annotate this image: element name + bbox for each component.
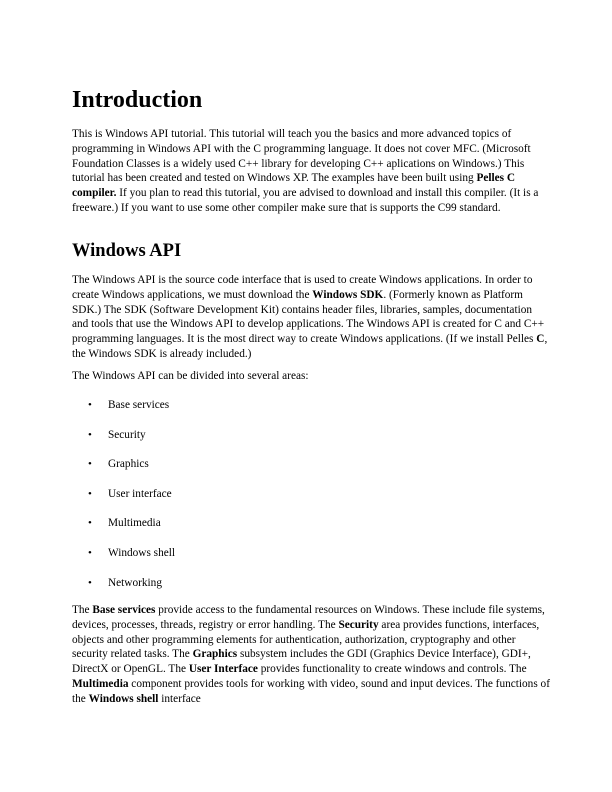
windows-shell-text: Windows shell — [88, 692, 159, 705]
list-item-label: Multimedia — [108, 517, 161, 530]
areas-list — [72, 398, 372, 605]
list-item-label: Base services — [108, 399, 170, 411]
details-text-6: component provides tools for working with video, sound and input devices. The functions of the — [72, 677, 550, 705]
api-text-1: The Windows API is the source code interface that is used to create Windows applications. In order to create Windows applications, we must download the — [72, 274, 533, 301]
details-text-7: interface — [158, 692, 201, 705]
windows-sdk-text: Windows SDK — [312, 288, 384, 301]
list-item — [72, 576, 372, 606]
user-interface-text: User Interface — [188, 663, 258, 676]
bullet-icon: • — [88, 399, 92, 411]
list-item-label: Security — [108, 428, 146, 441]
pelles-c-bold-text: C — [536, 333, 545, 346]
list-item — [72, 516, 372, 546]
list-item-label: Networking — [108, 576, 162, 589]
security-text: Security — [338, 618, 379, 631]
intro-text-2: If you plan to read this tutorial, you are advised to download and install this compiler. (It is a freeware.) If you want to use some other compiler make sure that is supports the C99 standard. — [72, 187, 539, 214]
pelles-c-compiler-text: Pelles C compiler. — [72, 172, 516, 200]
details-text-1: The — [72, 604, 93, 616]
intro-text-1: This is Windows API tutorial. This tutorial will teach you the basics and more advanced topics of programming in Windows API with the C programming language. It does not cover MFC. (Microsoft Foundation Classes is a widely used C++ library for developing C++ aplications on Windows.) This tutorial has been created and tested on Windows XP. The examples have been built using — [72, 128, 531, 185]
details-text-2: provide access to the fundamental resources on Windows. These include file systems, devices, processes, threads, registry or error handling. The — [72, 604, 545, 631]
bullet-icon: • — [88, 546, 92, 559]
section-heading-windows-api: Windows API — [72, 241, 182, 261]
details-text-4: subsystem includes the GDI (Graphics Device Interface), GDI+, DirectX or OpenGL. The — [72, 648, 531, 676]
bullet-icon: • — [88, 458, 92, 471]
intro-paragraph — [72, 127, 550, 216]
list-item-label: Graphics — [108, 458, 149, 471]
bullet-icon: • — [88, 428, 92, 441]
bullet-icon: • — [88, 576, 92, 589]
bullet-icon: • — [88, 517, 92, 530]
details-text-5: provides functionality to create windows and controls. The — [257, 663, 527, 676]
api-text-3: , the Windows SDK is already included.) — [72, 333, 548, 360]
list-item-label: User interface — [108, 487, 172, 500]
list-item — [72, 398, 372, 428]
page-title: Introduction — [72, 87, 203, 113]
list-item — [72, 428, 372, 458]
multimedia-text: Multimedia — [72, 677, 129, 690]
base-services-text: Base services — [92, 604, 156, 616]
bullet-icon: • — [88, 487, 92, 500]
details-text-3: area provides functions, interfaces, objects and other programming elements for authentication, authorization, cryptography and other security related tasks. The — [72, 618, 540, 661]
areas-details-paragraph — [72, 603, 550, 707]
areas-intro-paragraph: The Windows API can be divided into several areas: — [72, 370, 309, 382]
windows-api-paragraph — [72, 273, 550, 362]
list-item — [72, 487, 372, 517]
list-item — [72, 546, 372, 576]
list-item-label: Windows shell — [108, 546, 176, 559]
list-item — [72, 457, 372, 487]
api-text-2: . (Formerly known as Platform SDK.) The SDK (Software Development Kit) contains header files, libraries, samples, documentation and tools that use the Windows API to develop applications. The Windows API is created for C and C++ programming languages. It is the most direct way to create Windows applications. (If we install Pelles — [72, 288, 545, 346]
graphics-text: Graphics — [192, 648, 238, 661]
